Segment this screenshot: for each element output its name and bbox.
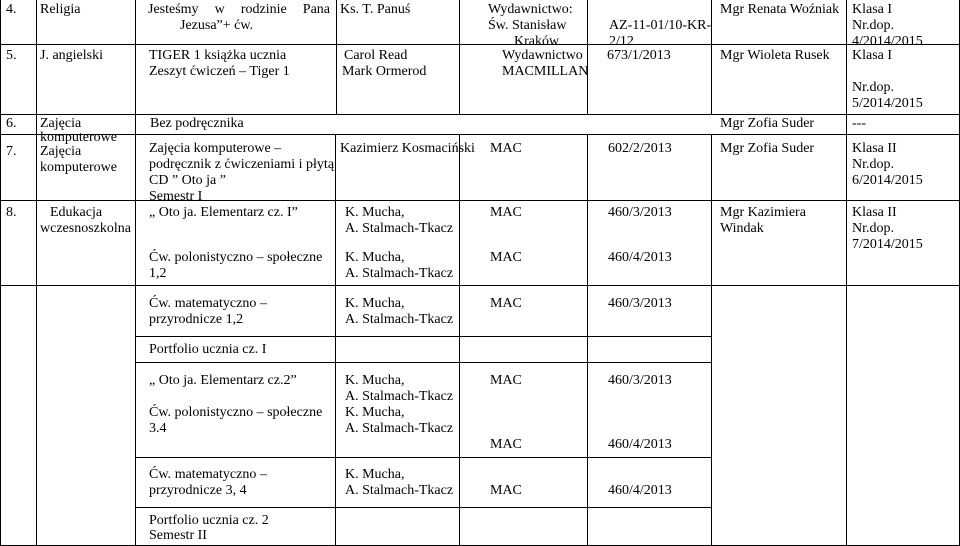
- approval-line: 2/12: [609, 34, 634, 49]
- title-line: „ Oto ja. Elementarz cz.2”: [149, 373, 297, 388]
- publisher-line: Św. Stanisław: [488, 18, 567, 33]
- program-line: Klasa I: [852, 2, 893, 17]
- approval-cell: 673/1/2013: [607, 48, 671, 63]
- grid-line-row-4: [0, 44, 960, 45]
- title-line: Zajęcia komputerowe –: [149, 141, 282, 156]
- grid-line-col-publisher: [587, 0, 588, 114]
- grid-line-col-author: [459, 0, 460, 114]
- publisher-cell: MAC: [490, 483, 522, 498]
- subject-line: Zajęcia: [40, 116, 82, 131]
- publisher-cell: MAC: [490, 250, 522, 265]
- program-line: 6/2014/2015: [852, 173, 923, 188]
- author-line: A. Stalmach-Tkacz: [345, 389, 454, 404]
- approval-cell: 460/4/2013: [608, 437, 672, 452]
- teacher-cell: Mgr Wioleta Rusek: [720, 48, 830, 63]
- publisher-line: MACMILLAN: [502, 64, 589, 79]
- row-number: 8.: [6, 205, 17, 220]
- approval-cell: 602/2/2013: [608, 141, 672, 156]
- publisher-cell: MAC: [490, 437, 522, 452]
- author-line: K. Mucha,: [345, 467, 405, 482]
- title-line: przyrodnicze 1,2: [149, 312, 244, 327]
- title-line: TIGER 1 książka ucznia: [149, 48, 287, 63]
- publisher-cell: MAC: [490, 373, 522, 388]
- title-line: Portfolio ucznia cz. 2: [149, 513, 269, 528]
- subject-line: Zajęcia: [40, 144, 82, 159]
- subject-cell: J. angielski: [40, 48, 103, 63]
- author-line: A. Stalmach-Tkacz: [345, 312, 454, 327]
- title-line: Jesteśmy w rodzinie Pana: [148, 2, 330, 17]
- author-line: A. Stalmach-Tkacz: [345, 483, 454, 498]
- approval-cell: 460/4/2013: [608, 250, 672, 265]
- grid-line-row-5: [0, 114, 960, 115]
- teacher-cell: Mgr Renata Woźniak: [720, 2, 840, 17]
- title-line: Ćw. matematyczno –: [149, 296, 267, 311]
- title-line: Ćw. polonistyczno – społeczne: [149, 405, 323, 420]
- title-line: przyrodnicze 3, 4: [149, 483, 247, 498]
- grid-line-col-teacher: [846, 0, 847, 546]
- author-line: K. Mucha,: [345, 250, 405, 265]
- grid-line-row-8-c: [135, 362, 711, 363]
- subject-line: wczesnoszkolna: [40, 221, 131, 236]
- grid-line-col-author-lower: [459, 134, 460, 546]
- publisher-cell: MAC: [490, 141, 522, 156]
- author-line: A. Stalmach-Tkacz: [345, 221, 454, 236]
- grid-line-row-8-b: [135, 336, 711, 337]
- approval-cell: 460/4/2013: [608, 483, 672, 498]
- publisher-cell: MAC: [490, 205, 522, 220]
- subject-line: komputerowe: [40, 160, 117, 175]
- grid-line-row-7: [0, 200, 960, 201]
- row-number: 5.: [6, 48, 17, 63]
- title-line: Ćw. polonistyczno – społeczne: [149, 250, 323, 265]
- teacher-line: Windak: [720, 221, 764, 236]
- subject-line: komputerowe: [40, 130, 117, 145]
- grid-line-col-subject: [135, 0, 136, 546]
- teacher-line: Mgr Kazimiera: [720, 205, 806, 220]
- title-line: Portfolio ucznia cz. I: [149, 342, 267, 357]
- title-line: CD ” Oto ja ”: [149, 173, 226, 188]
- subject-line: Edukacja: [50, 205, 103, 220]
- program-line: 7/2014/2015: [852, 237, 923, 252]
- approval-cell: 460/3/2013: [608, 373, 672, 388]
- author-line: A. Stalmach-Tkacz: [345, 421, 454, 436]
- program-line: 5/2014/2015: [852, 96, 923, 111]
- title-line: Zeszyt ćwiczeń – Tiger 1: [149, 64, 290, 79]
- approval-cell: 460/3/2013: [608, 205, 672, 220]
- program-line: Nr.dop.: [852, 157, 894, 172]
- author-line: K. Mucha,: [345, 296, 405, 311]
- grid-line-col-publisher-lower: [587, 134, 588, 546]
- grid-line-col-title-lower: [335, 134, 336, 546]
- author-line: K. Mucha,: [345, 405, 405, 420]
- publisher-line: Wydawnictwo:: [488, 2, 573, 17]
- author-cell: Kazimierz Kosmaciński: [340, 141, 475, 156]
- author-line: Mark Ormerod: [342, 64, 427, 79]
- grid-line-col-nr: [36, 0, 37, 546]
- title-line: „ Oto ja. Elementarz cz. I”: [149, 205, 298, 220]
- grid-line-row-8-a: [0, 285, 960, 286]
- title-line: Jezusa”+ ćw.: [180, 18, 254, 33]
- author-line: K. Mucha,: [345, 205, 405, 220]
- program-line: Klasa II: [852, 205, 897, 220]
- row-number: 6.: [6, 116, 17, 131]
- program-line: Nr.dop.: [852, 221, 894, 236]
- title-line: Semestr II: [149, 528, 207, 543]
- grid-line-col-approval: [711, 0, 712, 114]
- grid-line-col-title: [336, 0, 337, 114]
- program-line: Nr.dop.: [852, 18, 894, 33]
- grid-line-row-8-d: [135, 457, 711, 458]
- author-line: A. Stalmach-Tkacz: [345, 266, 454, 281]
- title-line: Ćw. matematyczno –: [149, 467, 267, 482]
- title-cell: Bez podręcznika: [150, 116, 244, 131]
- grid-line-left: [0, 0, 1, 546]
- author-line: K. Mucha,: [345, 373, 405, 388]
- title-line: Semestr I: [149, 189, 203, 204]
- program-line: Klasa I: [852, 48, 893, 63]
- author-line: Carol Read: [344, 48, 408, 63]
- teacher-cell: Mgr Zofia Suder: [720, 116, 815, 131]
- publisher-line: Wydawnictwo: [502, 48, 583, 63]
- title-line: 1,2: [149, 266, 167, 281]
- author-cell: Ks. T. Panuś: [340, 2, 411, 17]
- program-cell: ---: [852, 116, 866, 131]
- program-line: Klasa II: [852, 141, 897, 156]
- row-number: 7.: [6, 144, 17, 159]
- row-number: 4.: [6, 2, 17, 17]
- grid-line-col-approval-lower: [711, 134, 712, 546]
- program-line: 4/2014/2015: [852, 34, 923, 49]
- publisher-cell: MAC: [490, 296, 522, 311]
- approval-cell: 460/3/2013: [608, 296, 672, 311]
- grid-line-row-8-e: [135, 507, 711, 508]
- grid-line-row-6: [0, 134, 960, 135]
- title-line: 3.4: [149, 421, 167, 436]
- title-line: podręcznik z ćwiczeniami i płytą: [149, 157, 335, 172]
- teacher-cell: Mgr Zofia Suder: [720, 141, 815, 156]
- approval-line: AZ-11-01/10-KR-: [609, 18, 712, 33]
- subject-cell: Religia: [40, 2, 81, 17]
- program-line: Nr.dop.: [852, 80, 894, 95]
- publisher-line: Kraków: [514, 34, 560, 49]
